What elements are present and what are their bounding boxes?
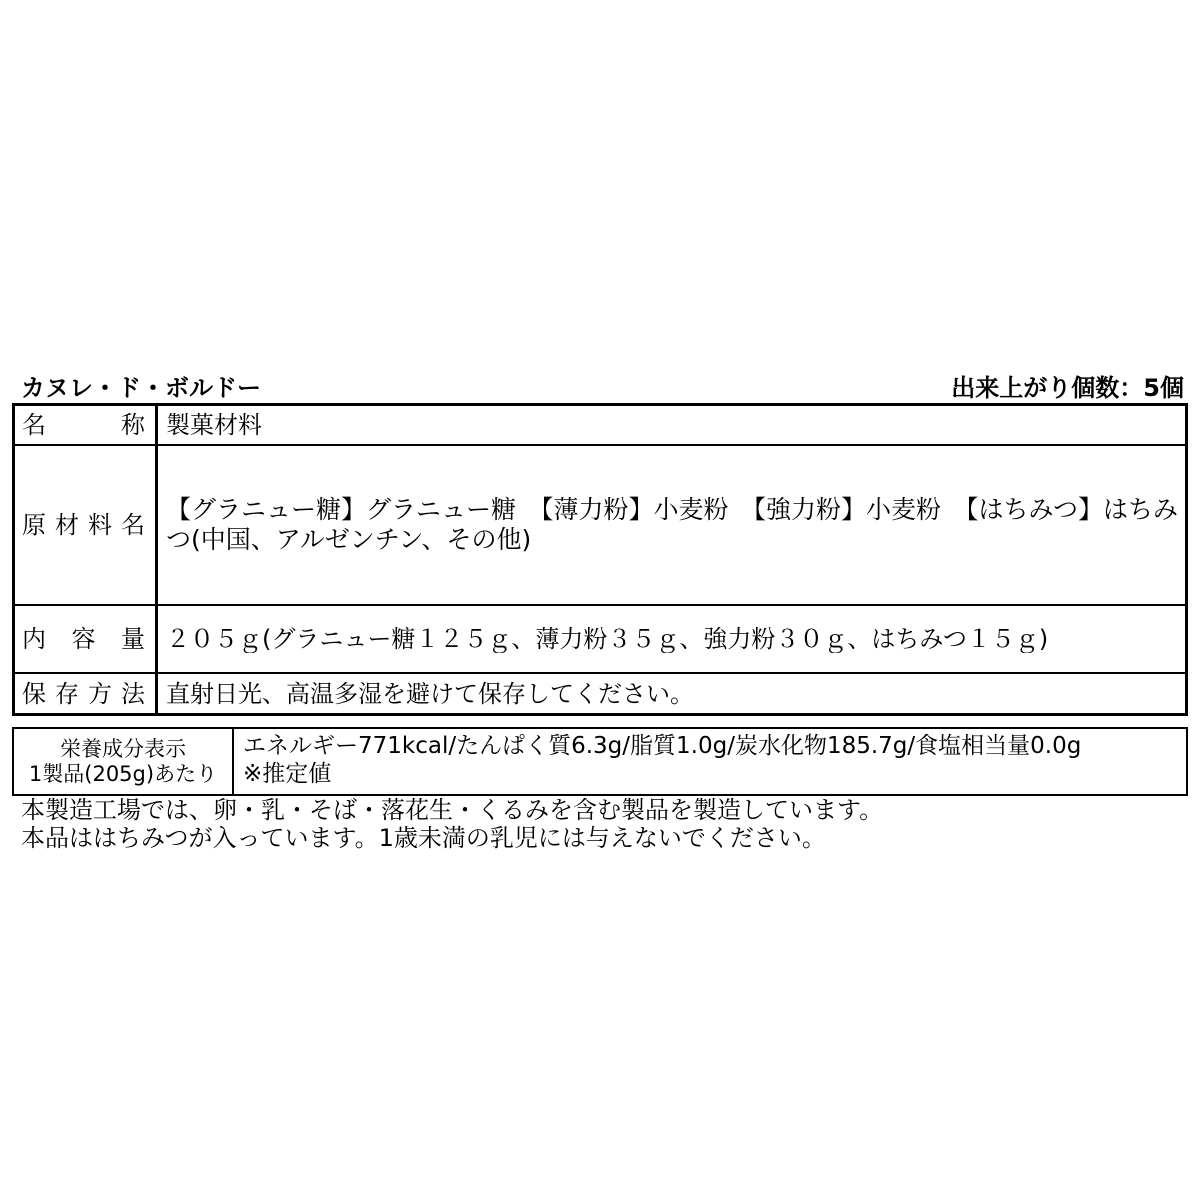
row-label: 原材料名 [22, 511, 145, 539]
row-label-cell [15, 606, 158, 672]
nutrition-value-cell [234, 729, 1186, 794]
nutrition-serving: 1製品(205g)あたり [28, 761, 218, 786]
row-label-cell [15, 674, 158, 713]
nutrition-title: 栄養成分表示 [60, 736, 186, 761]
row-value-cell [158, 674, 1185, 713]
table-row-content-amount [15, 606, 1185, 674]
row-label: 内容量 [22, 625, 145, 653]
yield-count: 出来上がり個数：5個 [951, 374, 1184, 402]
notes [21, 796, 883, 852]
honey-warning-note: 本品ははちみつが入っています。1歳未満の乳児には与えないでください。 [21, 824, 826, 852]
table-row-name [15, 406, 1185, 446]
row-label: 名称 [22, 411, 145, 439]
row-label: 保存方法 [22, 679, 145, 708]
row-value-cell [158, 446, 1185, 604]
row-value: 【グラニュー糖】グラニュー糖 【薄力粉】小麦粉 【強力粉】小麦粉 【はちみつ】はちみつ(中国、アルゼンチン、その他) [166, 495, 1179, 554]
row-value: 製菓材料 [166, 411, 262, 439]
row-value-cell [158, 406, 1185, 444]
nutrition-note: ※推定値 [243, 761, 332, 787]
nutrition-values: エネルギー771kcal/たんぱく質6.3g/脂質1.0g/炭水化物185.7g/食塩相当量0.0g [243, 733, 1082, 759]
table-row-storage [15, 674, 1185, 713]
label-table [12, 403, 1188, 716]
row-value: ２０５ｇ(グラニュー糖１２５ｇ、薄力粉３５ｇ、強力粉３０ｇ、はちみつ１５ｇ) [166, 625, 1049, 653]
row-value: 直射日光、高温多湿を避けて保存してください。 [166, 679, 694, 708]
row-label-cell [15, 446, 158, 604]
allergen-note: 本製造工場では、卵・乳・そば・落花生・くるみを含む製品を製造しています。 [21, 796, 884, 824]
product-name: カヌレ・ド・ボルドー [21, 374, 261, 402]
row-label-cell [15, 406, 158, 444]
table-row-ingredients [15, 446, 1185, 606]
row-value-cell [158, 606, 1185, 672]
nutrition-table [12, 727, 1188, 796]
nutrition-label-cell [14, 729, 234, 794]
